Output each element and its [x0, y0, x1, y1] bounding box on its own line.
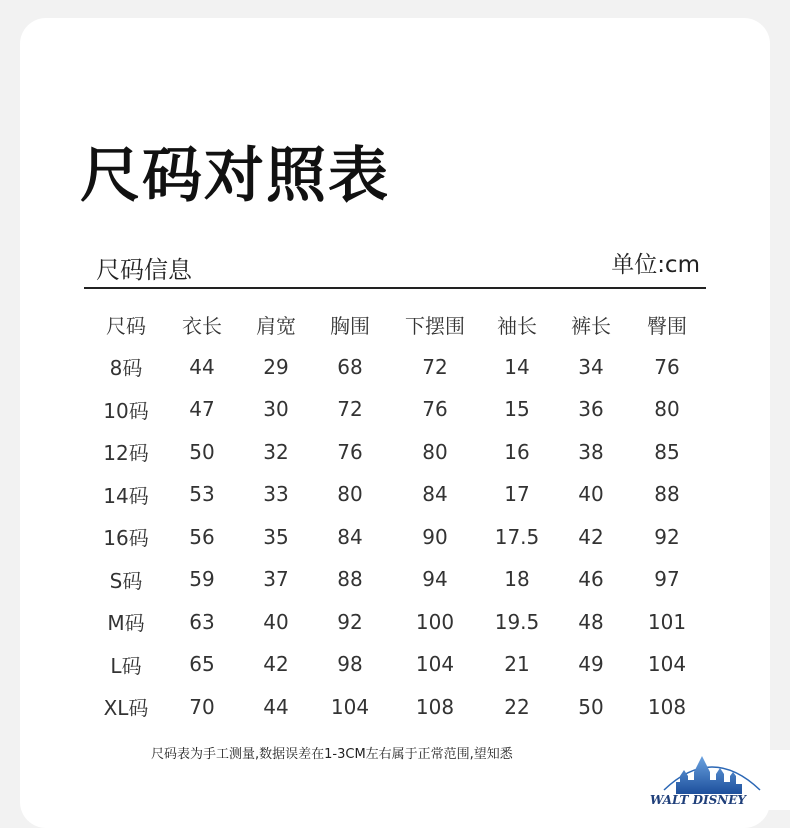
measurement-cell: 42 [263, 652, 289, 677]
measurement-cell: 104 [330, 694, 370, 719]
measurement-cell: 40 [263, 609, 289, 634]
measurement-cell: 104 [415, 652, 455, 677]
measurement-cell: 84 [422, 482, 448, 507]
column-header: 衣长 [182, 313, 222, 338]
measurement-cell: 76 [422, 397, 448, 422]
column-header: 下摆围 [405, 313, 465, 338]
measurement-cell: 15 [504, 397, 530, 422]
measurement-cell: 80 [422, 439, 448, 464]
measurement-cell: 68 [337, 354, 363, 379]
measurement-cell: 70 [189, 694, 215, 719]
measurement-cell: 85 [654, 439, 680, 464]
column-header: 臀围 [647, 313, 687, 338]
measurement-cell: 80 [337, 482, 363, 507]
measurement-cell: 38 [578, 439, 604, 464]
page-title: 尺码对照表 [80, 141, 390, 211]
measurement-cell: 50 [578, 694, 604, 719]
castle-icon [612, 750, 790, 810]
column-header: 袖长 [497, 313, 537, 338]
size-cell: L码 [110, 653, 142, 678]
measurement-cell: 42 [578, 524, 604, 549]
measurement-cell: 18 [504, 567, 530, 592]
table-row [87, 643, 703, 686]
disney-logo [612, 750, 790, 810]
measurement-cell: 88 [337, 567, 363, 592]
measurement-cell: 65 [189, 652, 215, 677]
measurement-cell: 97 [654, 567, 680, 592]
measurement-cell: 48 [578, 609, 604, 634]
measurement-cell: 76 [337, 439, 363, 464]
size-table [87, 303, 703, 728]
measurement-cell: 44 [263, 694, 289, 719]
size-cell: 12码 [103, 441, 149, 466]
measurement-cell: 104 [647, 652, 687, 677]
table-row [87, 558, 703, 601]
column-header: 肩宽 [256, 313, 296, 338]
measurement-cell: 17.5 [494, 524, 540, 549]
measurement-cell: 63 [189, 609, 215, 634]
measurement-cell: 101 [647, 609, 687, 634]
measurement-cell: 21 [504, 652, 530, 677]
measurement-cell: 92 [337, 609, 363, 634]
size-cell: 16码 [103, 526, 149, 551]
size-cell: 8码 [109, 356, 143, 381]
size-cell: M码 [107, 611, 145, 636]
table-row [87, 516, 703, 559]
measurement-cell: 72 [337, 397, 363, 422]
size-cell: XL码 [103, 696, 149, 721]
measurement-cell: 36 [578, 397, 604, 422]
measurement-cell: 29 [263, 354, 289, 379]
measurement-cell: 98 [337, 652, 363, 677]
size-cell: 14码 [103, 483, 149, 508]
measurement-cell: 100 [415, 609, 455, 634]
measurement-cell: 30 [263, 397, 289, 422]
table-row [87, 473, 703, 516]
measurement-cell: 94 [422, 567, 448, 592]
measurement-cell: 35 [263, 524, 289, 549]
column-header: 裤长 [571, 313, 611, 338]
table-row [87, 686, 703, 729]
measurement-cell: 37 [263, 567, 289, 592]
measurement-cell: 84 [337, 524, 363, 549]
table-row [87, 601, 703, 644]
measurement-cell: 32 [263, 439, 289, 464]
logo-text: WALT DISNEY [650, 793, 746, 807]
measurement-cell: 34 [578, 354, 604, 379]
measurement-cell: 90 [422, 524, 448, 549]
measurement-cell: 50 [189, 439, 215, 464]
table-row [87, 346, 703, 389]
measurement-cell: 88 [654, 482, 680, 507]
table-row [87, 388, 703, 431]
measurement-cell: 14 [504, 354, 530, 379]
measurement-cell: 108 [647, 694, 687, 719]
measurement-cell: 56 [189, 524, 215, 549]
measurement-cell: 53 [189, 482, 215, 507]
column-header: 胸围 [330, 313, 370, 338]
size-cell: S码 [109, 568, 143, 593]
measurement-cell: 59 [189, 567, 215, 592]
measurement-cell: 72 [422, 354, 448, 379]
measurement-cell: 19.5 [494, 609, 540, 634]
measurement-cell: 80 [654, 397, 680, 422]
measurement-cell: 16 [504, 439, 530, 464]
measurement-cell: 49 [578, 652, 604, 677]
size-cell: 10码 [103, 398, 149, 423]
measurement-cell: 47 [189, 397, 215, 422]
measurement-cell: 46 [578, 567, 604, 592]
measurement-cell: 22 [504, 694, 530, 719]
measurement-cell: 33 [263, 482, 289, 507]
column-header: 尺码 [106, 313, 146, 338]
table-header-row [87, 303, 703, 346]
measurement-cell: 108 [415, 694, 455, 719]
measurement-cell: 76 [654, 354, 680, 379]
measurement-cell: 17 [504, 482, 530, 507]
measurement-cell: 92 [654, 524, 680, 549]
table-row [87, 431, 703, 474]
unit-label: 单位:cm [611, 252, 700, 278]
measurement-cell: 44 [189, 354, 215, 379]
measurement-cell: 40 [578, 482, 604, 507]
divider [84, 287, 706, 289]
footnote: 尺码表为手工测量,数据误差在1-3CM左右属于正常范围,望知悉 [151, 747, 513, 762]
section-title: 尺码信息 [96, 256, 192, 284]
